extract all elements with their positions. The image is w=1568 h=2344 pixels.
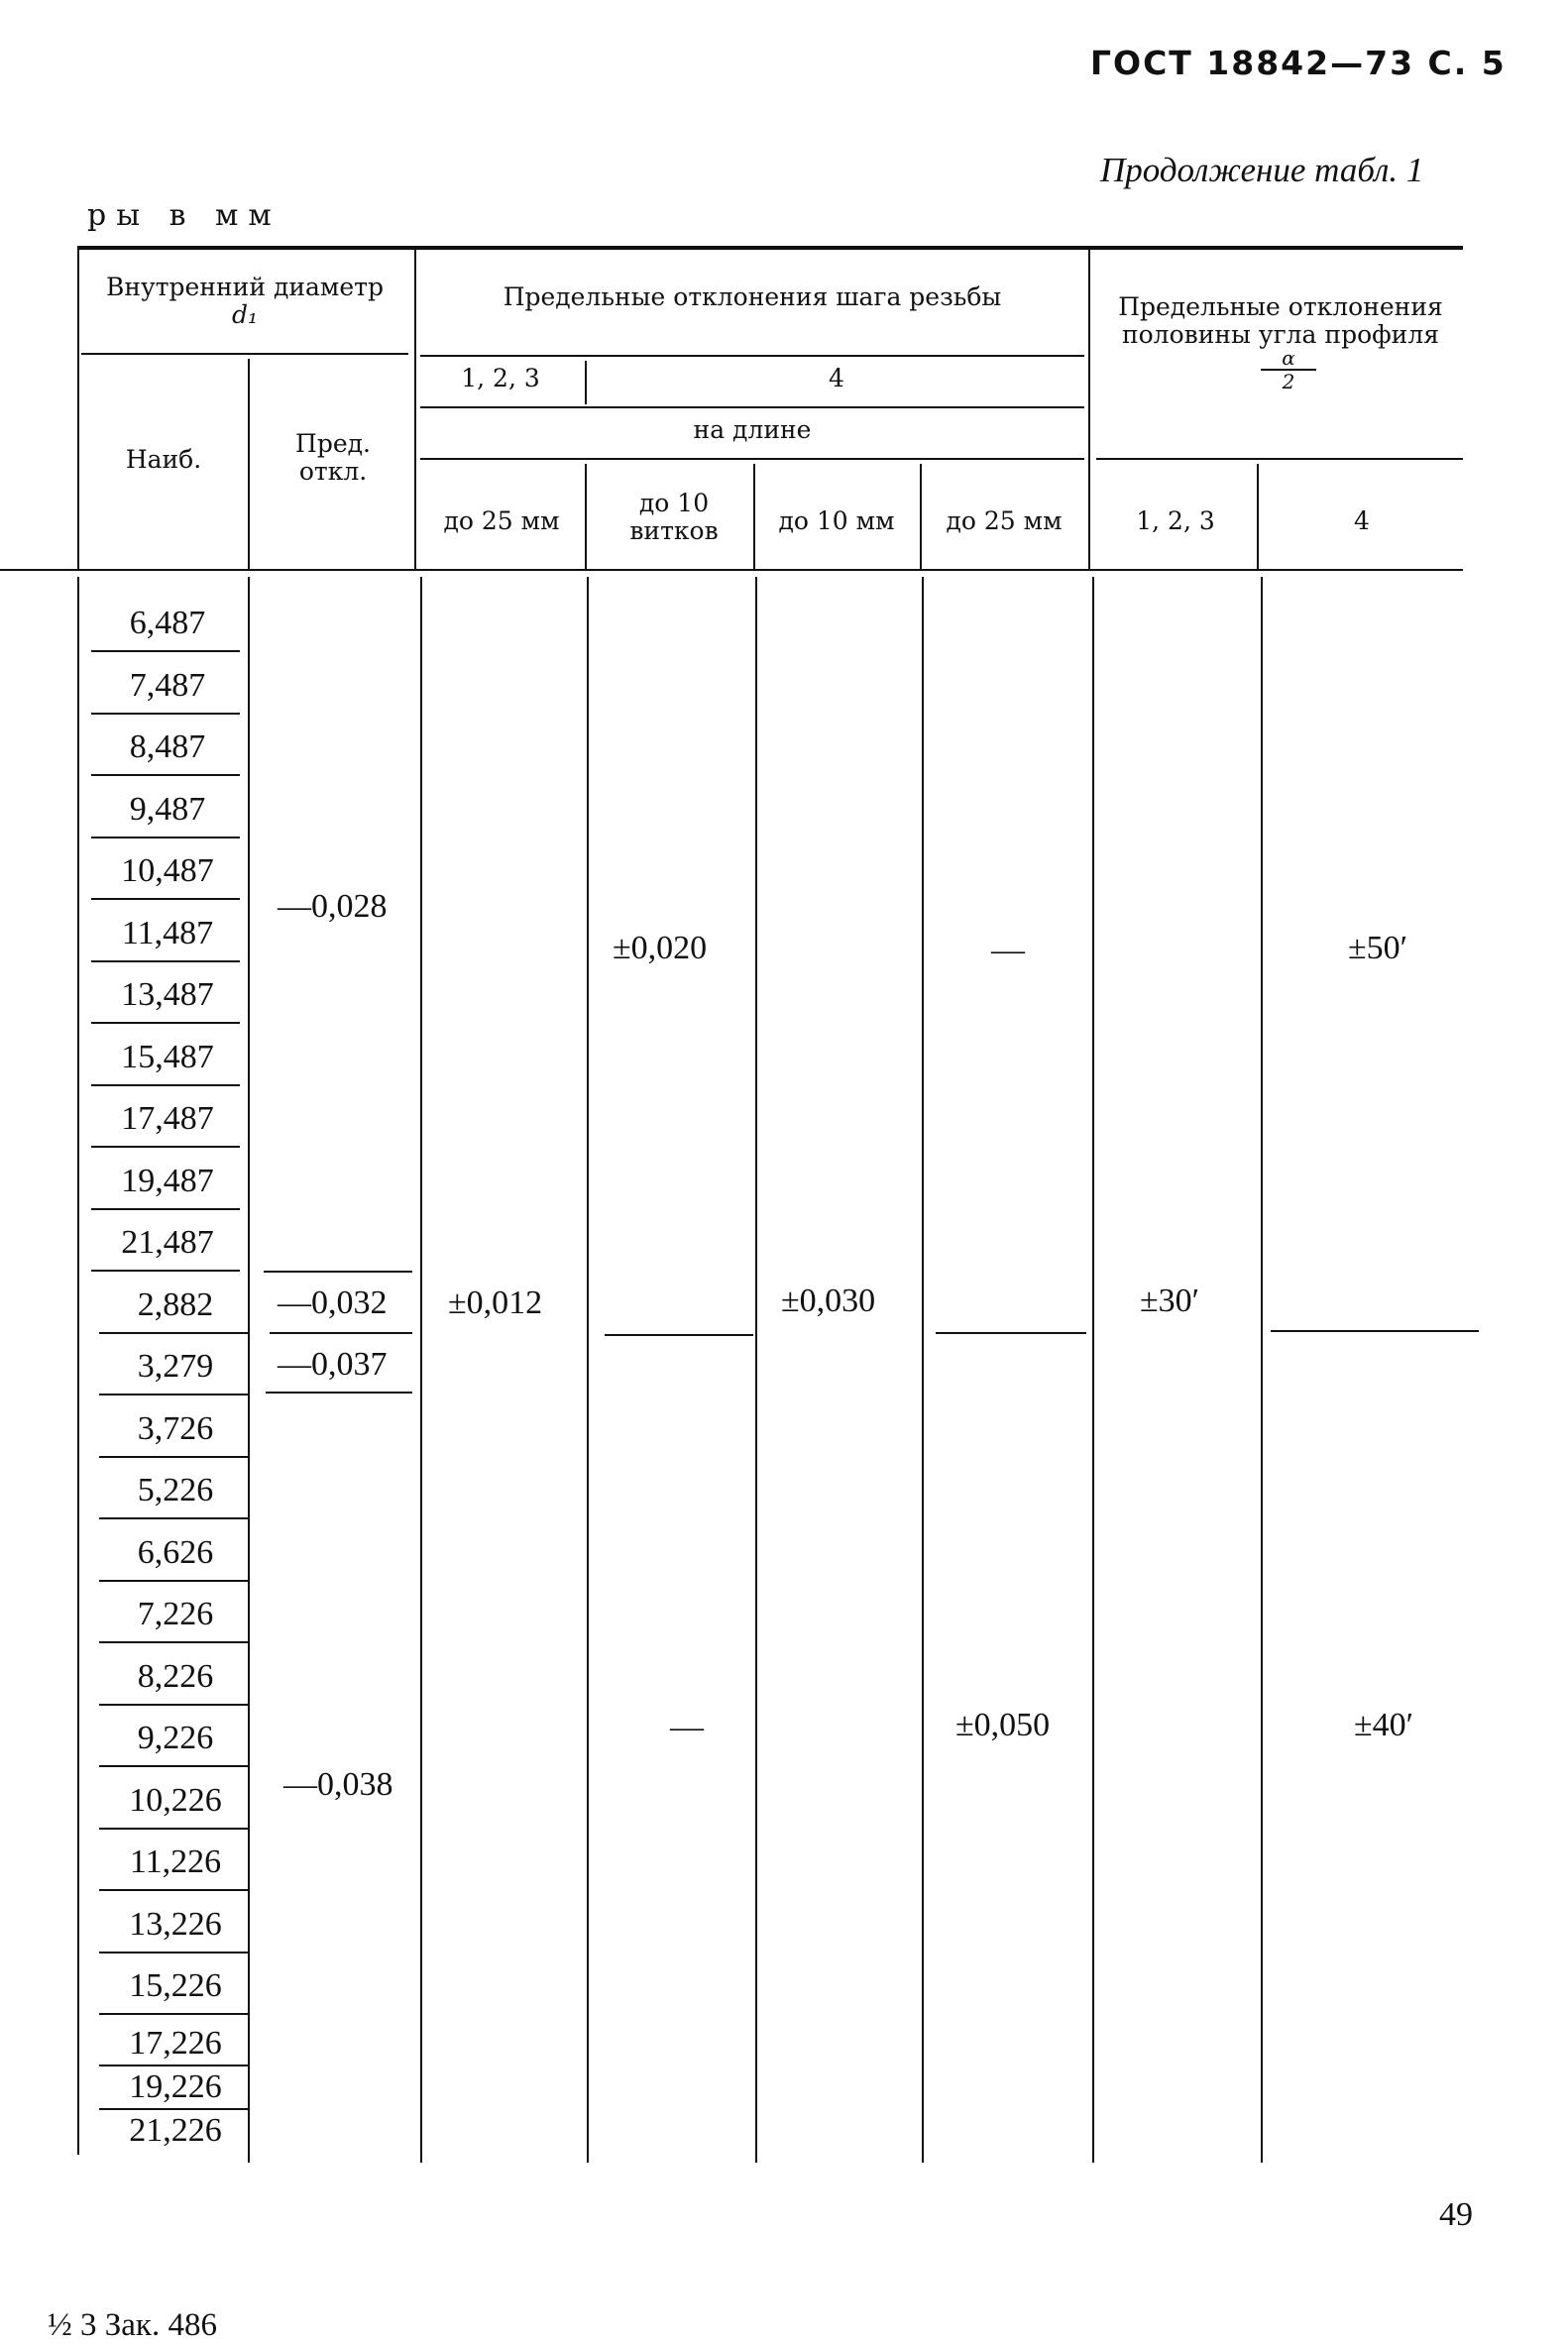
header-inner-diameter — [81, 274, 408, 329]
header-up-to-10mm: до 10 мм — [778, 506, 895, 535]
max-value-cell: 17,226 — [129, 2025, 222, 2062]
header-rule-angle — [1096, 458, 1463, 460]
units-note: ры в мм — [87, 198, 281, 233]
max-value-cell: 21,487 — [121, 1224, 214, 1261]
max-value-cell: 6,487 — [129, 605, 206, 641]
max-value-cell: 21,226 — [129, 2112, 222, 2149]
header-up-to-25mm-a: до 25 мм — [443, 506, 560, 535]
max-value-cell: 7,226 — [137, 1596, 214, 1632]
tolerance-b: —0,032 — [278, 1284, 388, 1321]
max-value-cell: 10,226 — [129, 1781, 222, 1819]
max-value-rule — [91, 1208, 240, 1210]
max-value-rule — [99, 1580, 248, 1582]
header-classes-123: 1, 2, 3 — [461, 364, 540, 392]
max-value-cell: 9,226 — [137, 1720, 214, 1756]
max-value-rule — [99, 1332, 248, 1334]
max-value-rule — [99, 2065, 248, 2066]
header-tolerance: Пред. откл. — [295, 429, 371, 486]
max-value-rule — [99, 2013, 248, 2015]
pitch-divider — [605, 1334, 753, 1336]
max-value-cell: 8,226 — [137, 1657, 214, 1695]
max-value-cell: 15,226 — [129, 1967, 222, 2004]
max-value-cell: 17,487 — [121, 1100, 214, 1137]
header-pitch-deviation: Предельные отклонения шага резьбы — [503, 282, 1002, 311]
max-value-cell: 13,487 — [121, 976, 214, 1013]
tolerance-rule — [266, 1392, 412, 1394]
max-value-rule — [99, 1952, 248, 1953]
pitch-10turns-lower: — — [670, 1709, 704, 1745]
header-vline — [1088, 248, 1090, 569]
alpha-numerator: α — [1282, 346, 1295, 370]
header-rule-classes — [420, 406, 1084, 408]
max-value-rule — [99, 1889, 248, 1891]
max-value-rule — [91, 650, 240, 652]
header-vline — [77, 248, 79, 569]
max-value-rule — [99, 1517, 248, 1519]
max-value-cell: 13,226 — [129, 1905, 222, 1943]
table-top-rule — [77, 246, 1463, 250]
page-number: 49 — [1439, 2196, 1473, 2233]
header-vline — [585, 361, 587, 404]
pitch-10turns-upper: ±0,020 — [613, 930, 708, 966]
pitch-25mm-upper: — — [991, 932, 1025, 968]
body-vline — [1092, 577, 1094, 2163]
max-value-rule — [91, 1270, 240, 1272]
tolerance-c: —0,037 — [278, 1346, 388, 1383]
pitch-25mm-classes-123: ±0,012 — [448, 1284, 543, 1321]
max-value-rule — [91, 960, 240, 962]
max-value-rule — [91, 1022, 240, 1024]
header-inner-diameter-symbol: d₁ — [231, 300, 259, 329]
pitch-10mm: ±0,030 — [781, 1283, 876, 1319]
max-value-cell: 3,726 — [137, 1409, 214, 1447]
body-vline — [1261, 577, 1263, 2163]
body-vline — [77, 577, 79, 2155]
table-continuation-note: Продолжение табл. 1 — [1100, 151, 1424, 189]
tolerance-rule — [270, 1332, 412, 1334]
header-half-angle: Предельные отклонения половины угла профиля — [1118, 292, 1443, 349]
header-alpha-fraction — [1239, 347, 1338, 392]
max-value-rule — [99, 1456, 248, 1458]
max-value-rule — [99, 2108, 248, 2110]
body-vline — [587, 577, 589, 2163]
header-rule-diameter — [81, 353, 408, 355]
max-value-rule — [91, 898, 240, 900]
max-value-cell: 11,487 — [121, 914, 214, 951]
tolerance-a: —0,028 — [278, 888, 388, 925]
max-value-cell: 10,487 — [121, 852, 214, 889]
header-rule-pitch — [420, 355, 1084, 357]
page-header: ГОСТ 18842—73 С. 5 — [1090, 44, 1507, 82]
header-vline — [248, 359, 250, 569]
header-vline — [414, 248, 416, 569]
angle-class4-lower: ±40′ — [1354, 1707, 1414, 1743]
max-value-cell: 5,226 — [137, 1472, 214, 1508]
print-order-note: ½ 3 Зак. 486 — [48, 2307, 217, 2343]
header-angle-4: 4 — [1354, 506, 1370, 535]
max-value-cell: 9,487 — [129, 790, 206, 828]
max-value-cell: 11,226 — [129, 1843, 222, 1880]
max-value-rule — [99, 1765, 248, 1767]
header-on-length: на длине — [693, 415, 812, 444]
header-rule-length — [420, 458, 1084, 460]
max-value-cell: 2,882 — [137, 1285, 214, 1323]
pitch-25mm-lower: ±0,050 — [955, 1707, 1051, 1743]
max-value-rule — [91, 837, 240, 838]
tolerance-rule — [264, 1271, 412, 1273]
angle-divider — [1271, 1330, 1479, 1332]
max-value-rule — [99, 1641, 248, 1643]
max-value-rule — [91, 1084, 240, 1086]
angle-classes-123: ±30′ — [1140, 1283, 1200, 1319]
header-vline — [585, 464, 587, 569]
header-class-4: 4 — [829, 364, 844, 392]
alpha-denominator: 2 — [1261, 369, 1316, 392]
max-value-rule — [99, 1394, 248, 1395]
max-value-cell: 19,226 — [129, 2068, 222, 2105]
pitch-divider — [936, 1332, 1086, 1334]
header-up-to-25mm-b: до 25 мм — [946, 506, 1063, 535]
max-value-rule — [99, 1704, 248, 1706]
body-vline — [420, 577, 422, 2163]
body-vline — [922, 577, 924, 2163]
max-value-cell: 3,279 — [137, 1348, 214, 1385]
max-value-rule — [91, 774, 240, 776]
max-value-cell: 8,487 — [129, 728, 206, 765]
tolerance-d: —0,038 — [283, 1766, 393, 1803]
max-value-cell: 19,487 — [121, 1162, 214, 1199]
max-value-cell: 6,626 — [137, 1533, 214, 1571]
body-vline — [755, 577, 757, 2163]
header-max: Наиб. — [125, 445, 202, 474]
max-value-rule — [91, 713, 240, 715]
max-value-cell: 15,487 — [121, 1038, 214, 1075]
header-vline — [1257, 464, 1259, 569]
header-inner-diameter-label: Внутренний диаметр — [105, 273, 384, 301]
header-up-to-10-turns: до 10 витков — [629, 489, 719, 545]
max-value-rule — [99, 1828, 248, 1830]
header-bottom-rule — [0, 569, 1463, 571]
max-value-rule — [91, 1146, 240, 1148]
max-value-cell: 7,487 — [129, 666, 206, 704]
header-angle-123: 1, 2, 3 — [1136, 506, 1215, 535]
angle-class4-upper: ±50′ — [1348, 930, 1408, 966]
